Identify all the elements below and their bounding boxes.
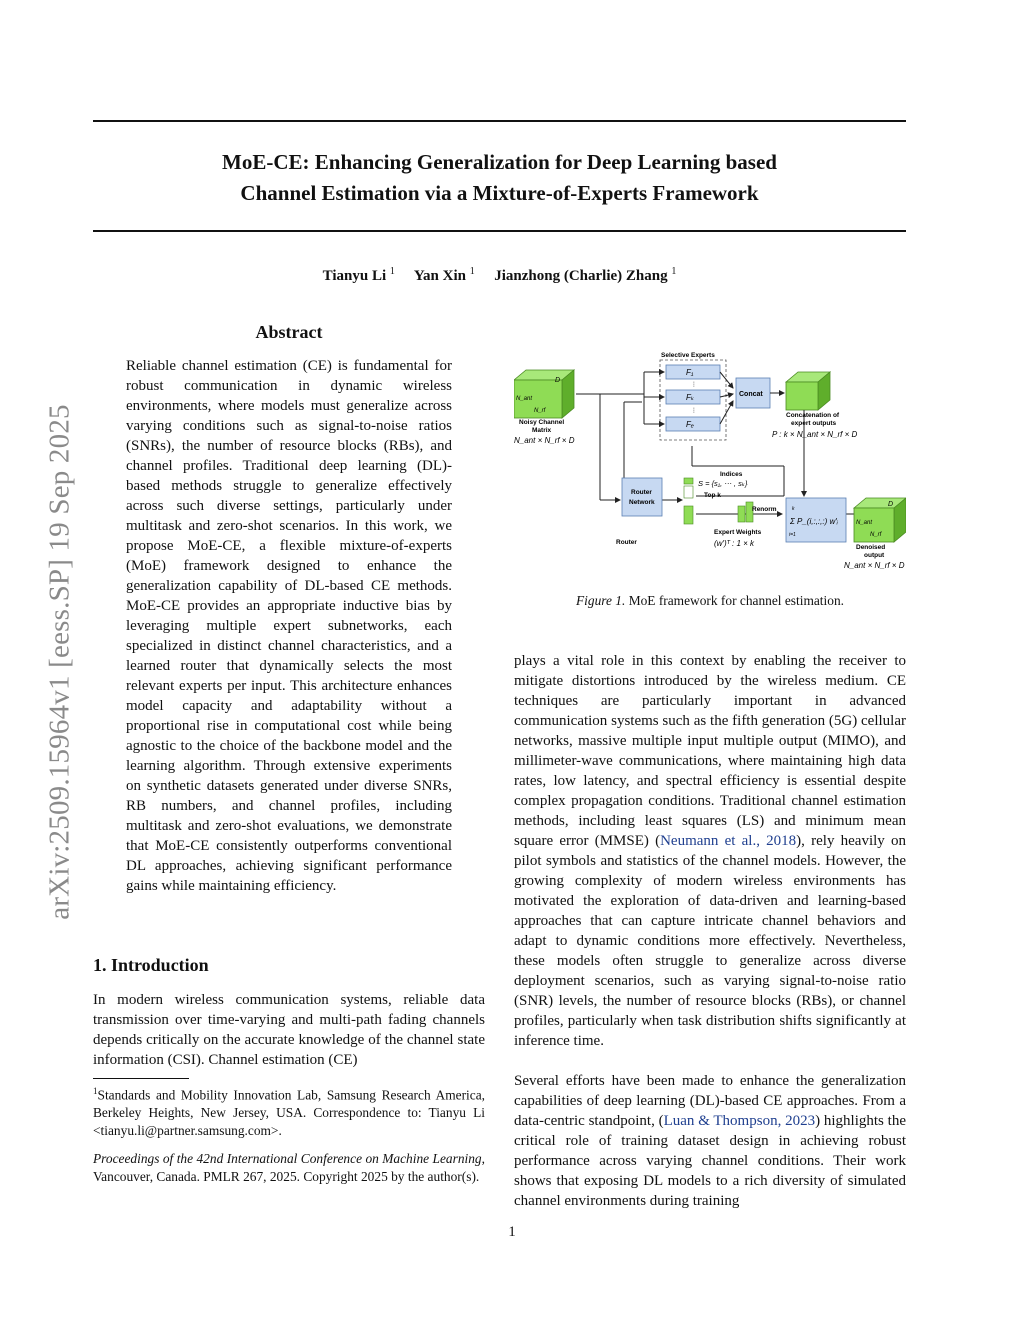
renorm-label: Renorm <box>752 506 777 513</box>
footnote <box>93 1082 485 1140</box>
sum-expression: Σ P_(i,:,:,:) w′ᵢ <box>790 517 838 526</box>
noisy-channel-dims: N_ant × N_rf × D <box>514 436 575 445</box>
proceedings-note <box>93 1150 485 1186</box>
concat-caption-1: Concatenation of <box>786 412 840 419</box>
denoised-dims: N_ant × N_rf × D <box>844 561 905 570</box>
intro-right-text: plays a vital role in this context by enabling the receiver to mitigate distortions introduced by the wireless medium. CE techniques are particularly important in advanced communication systems such as the fifth generation (5G) cellular networks, massive multiple input multiple output (MIMO), and millimeter-wave communications, where maintaining high data rates, low latency, and spectral efficiency is essential despite complex propagation conditions. Traditional channel estimation methods, including least squares (LS) and minimum mean square error (MMSE) ( <box>514 653 906 849</box>
author-name: Jianzhong (Charlie) Zhang <box>494 268 668 284</box>
intro-paragraph-left: In modern wireless communication systems, reliable data transmission over time-varying and multi-path fading channels depends critically on the accurate knowledge of the channel state information (CSI). Channel estimation (CE) <box>93 992 485 1068</box>
author-list <box>93 266 906 285</box>
indices-label: Indices <box>720 471 743 478</box>
intro-paragraph-right-2 <box>514 1071 906 1211</box>
noisy-channel-cube <box>514 370 574 418</box>
figure-caption <box>514 593 906 609</box>
page-number: 1 <box>508 1224 516 1240</box>
router-score-bar <box>684 486 693 498</box>
expert-label-k: Fₖ <box>686 393 695 402</box>
cube-label-nrf: N_rf <box>870 532 882 538</box>
expert-weights-dims: (w′)ᵀ : 1 × k <box>714 539 755 548</box>
abstract-heading: Abstract <box>255 322 323 342</box>
expert-dots-1: ⋮ <box>691 382 697 388</box>
intro-right-text: ), rely heavily on pilot symbols and statistics of the channel models. However, the growing complexity of modern wireless environments has motivated the exploration of data-driven and learning-based approaches that can capture intricate channel behaviors and adapt to dynamic conditions more effectively. Nevertheless, these models often struggle to generalize across diverse deployment scenarios, such as varying signal-to-noise ratio (SNR) levels, the number of resource blocks (RBs), or channel profiles, particularly when task distribution shifts significantly at inference time. <box>514 833 907 1049</box>
intro-right-text: Several efforts have been made to enhance the generalization capabilities of deep learning (DL)-based CE approaches. From a data-centric standpoint, ( <box>514 1073 906 1129</box>
concat-caption-2: expert outputs <box>791 420 837 427</box>
proceedings-venue: Proceedings of the 42nd International Conference on Machine Learning <box>93 1151 482 1166</box>
intro-paragraph-right-1 <box>514 651 906 1051</box>
footnote-rule <box>93 1078 189 1079</box>
selective-experts-label: Selective Experts <box>661 352 715 359</box>
sum-lower: i=1 <box>789 532 796 538</box>
router-network-label-1: Router <box>631 489 652 496</box>
topk-label: Top k <box>704 492 721 499</box>
denoised-caption-1: Denoised <box>856 544 886 551</box>
expert-label-1: F₁ <box>686 368 694 377</box>
footnote-text: Standards and Mobility Innovation Lab, Samsung Research America, Berkeley Heights, New Jersey, USA. Correspondence to: Tianyu Li <tianyu.li@partner.samsung.com>. <box>93 1087 485 1139</box>
footnote-mark: 1 <box>93 1086 98 1096</box>
author-name: Tianyu Li <box>322 268 387 284</box>
router-network-box <box>622 478 662 516</box>
expert-label-e: Fₑ <box>686 420 694 429</box>
cube-label-nant: N_ant <box>856 520 873 526</box>
section-heading-introduction: 1. Introduction <box>93 955 209 975</box>
cube-label-d: D <box>555 377 561 384</box>
concat-output-cube <box>786 372 830 410</box>
author-name: Yan Xin <box>413 268 466 284</box>
moe-framework-figure <box>514 346 906 576</box>
figure-caption-text: MoE framework for channel estimation. <box>625 593 844 608</box>
renorm-bar <box>738 506 745 522</box>
cube-label-d: D <box>888 501 894 508</box>
proceedings-rest: , Vancouver, Canada. PMLR 267, 2025. Copyright 2025 by the author(s). <box>93 1151 485 1184</box>
router-network-label-2: Network <box>629 499 655 506</box>
denoised-caption-2: output <box>864 552 885 559</box>
denoised-output-cube <box>854 498 906 542</box>
concat-dims: P : k × N_ant × N_rf × D <box>772 430 858 439</box>
cube-label-nant: N_ant <box>516 396 533 402</box>
noisy-channel-caption: Noisy Channel <box>519 419 565 426</box>
expert-dots-2: ⋮ <box>691 408 697 414</box>
router-score-bar <box>684 478 693 484</box>
router-label: Router <box>616 539 637 546</box>
intro-right-text: ) highlights the critical role of training dataset design in achieving robust performance across varying channel conditions. Their work shows that exposing DL models to a rich diversity of simulated channel environments during training <box>514 1113 907 1209</box>
arxiv-stamp-text: arXiv:2509.15964v1 [eess.SP] 19 Sep 2025 <box>43 404 76 920</box>
sum-upper: k <box>792 506 795 512</box>
citation-link[interactable]: Luan & Thompson, 2023 <box>663 1113 816 1129</box>
citation-link[interactable]: Neumann et al., 2018 <box>660 833 797 849</box>
abstract-text: Reliable channel estimation (CE) is fundamental for robust communication in dynamic wireless environments, where models must generalize across varying conditions such as signal-to-noise ratios (SNRs), the number of resource blocks (RBs), and channel profiles. Traditional deep learning (DL)-based methods struggle to generalize effectively across such diverse settings, particularly under multitask and zero-shot scenarios. In this work, we propose MoE-CE, a flexible mixture-of-experts (MoE) framework designed to enhance the generalization capability of DL-based CE methods. MoE-CE provides an appropriate inductive bias by leveraging multiple expert subnetworks, each specialized in distinct channel characteristics, and a learned router that dynamically selects the most relevant experts per input. This architecture enhances model capacity and adaptability without a proportional rise in computational cost while being agnostic to the choice of the backbone model and the learning algorithm. Through extensive experiments on synthetic datasets generated under diverse SNRs, RB numbers, and channel profiles, including multitask and zero-shot evaluations, we demonstrate that MoE-CE consistently outperforms conventional DL approaches, achieving significant performance gains while maintaining efficiency. <box>126 358 452 894</box>
paper-title <box>93 147 906 209</box>
title-line-2: Channel Estimation via a Mixture-of-Experts Framework <box>240 181 759 205</box>
title-rule-top <box>93 120 906 122</box>
indices-set: S = {s₁, ⋯ , sₖ} <box>698 479 748 488</box>
cube-label-nrf: N_rf <box>534 408 546 414</box>
author-affiliation: 1 <box>469 266 475 277</box>
noisy-channel-caption-2: Matrix <box>532 427 552 434</box>
figure-caption-label: Figure 1. <box>576 593 626 608</box>
expert-weights-label: Expert Weights <box>714 529 762 536</box>
router-score-bar <box>684 506 693 524</box>
title-rule-bottom <box>93 230 906 232</box>
title-line-1: MoE-CE: Enhancing Generalization for Deep Learning based <box>222 150 777 174</box>
author-affiliation: 1 <box>389 266 395 277</box>
concat-label: Concat <box>739 391 763 398</box>
author-affiliation: 1 <box>671 266 677 277</box>
